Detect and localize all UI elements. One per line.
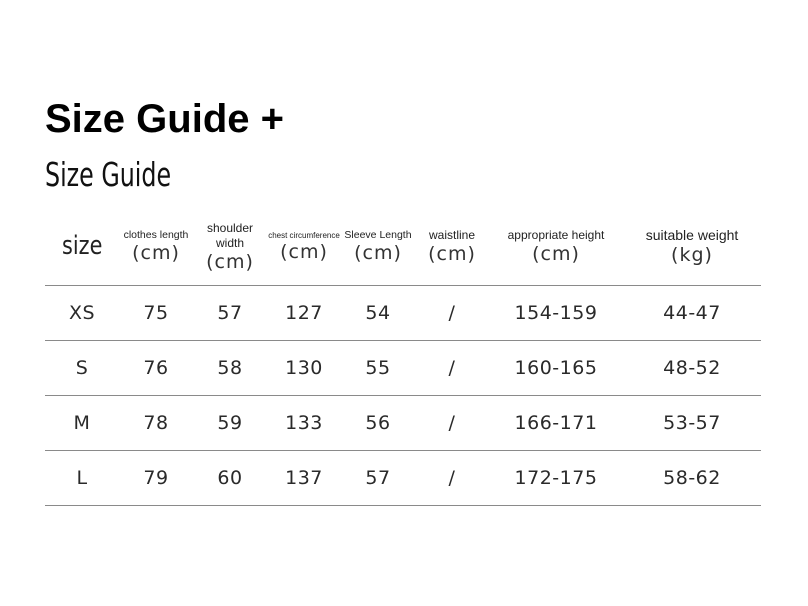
cell-sleeve-length: 55: [341, 341, 415, 396]
col-header-label: clothes length: [123, 228, 189, 241]
col-header-chest-circumference: [267, 208, 341, 286]
cell-waistline: /: [415, 451, 489, 506]
table-header-row: [45, 208, 761, 286]
cell-shoulder-width: 60: [193, 451, 267, 506]
page-title: Size Guide +: [45, 97, 284, 141]
cell-chest: 127: [267, 286, 341, 341]
col-header-unit: (cm): [354, 242, 402, 265]
col-header-label: appropriate height: [507, 228, 605, 242]
col-header-sleeve-length: [341, 208, 415, 286]
col-header-unit: (cm): [280, 240, 328, 263]
col-header-suitable-weight: [623, 208, 761, 286]
col-header-label: shoulder width: [206, 220, 254, 250]
col-header-label: chest circumference: [268, 230, 340, 240]
col-header-size: [45, 208, 119, 286]
cell-weight: 58-62: [623, 451, 761, 506]
cell-height: 154-159: [489, 286, 623, 341]
col-header-appropriate-height: [489, 208, 623, 286]
cell-chest: 130: [267, 341, 341, 396]
table-row: [45, 341, 761, 396]
cell-height: 160-165: [489, 341, 623, 396]
cell-weight: 53-57: [623, 396, 761, 451]
col-header-unit: (cm): [428, 243, 476, 265]
page-subtitle: Size Guide: [45, 155, 172, 194]
cell-clothes-length: 79: [119, 451, 193, 506]
cell-size: M: [45, 396, 119, 451]
cell-shoulder-width: 59: [193, 396, 267, 451]
cell-size: XS: [45, 286, 119, 341]
cell-size: S: [45, 341, 119, 396]
col-header-unit: (cm): [132, 242, 180, 265]
cell-weight: 48-52: [623, 341, 761, 396]
col-header-unit: (cm): [206, 250, 254, 273]
cell-sleeve-length: 54: [341, 286, 415, 341]
cell-waistline: /: [415, 396, 489, 451]
table-row: [45, 286, 761, 341]
cell-waistline: /: [415, 341, 489, 396]
col-header-clothes-length: [119, 208, 193, 286]
cell-height: 166-171: [489, 396, 623, 451]
cell-sleeve-length: 56: [341, 396, 415, 451]
cell-chest: 133: [267, 396, 341, 451]
col-header-waistline: [415, 208, 489, 286]
cell-size: L: [45, 451, 119, 506]
cell-shoulder-width: 57: [193, 286, 267, 341]
cell-clothes-length: 75: [119, 286, 193, 341]
col-header-label: suitable weight: [645, 226, 739, 243]
table-row: [45, 451, 761, 506]
cell-sleeve-length: 57: [341, 451, 415, 506]
cell-shoulder-width: 58: [193, 341, 267, 396]
col-header-unit: (kg): [671, 244, 713, 267]
cell-weight: 44-47: [623, 286, 761, 341]
table-row: [45, 396, 761, 451]
col-header-label: waistline: [428, 228, 476, 242]
cell-clothes-length: 78: [119, 396, 193, 451]
col-header-label: Sleeve Length: [344, 228, 412, 241]
cell-height: 172-175: [489, 451, 623, 506]
cell-clothes-length: 76: [119, 341, 193, 396]
col-header-unit: (cm): [532, 243, 580, 265]
size-table: [45, 208, 761, 506]
cell-chest: 137: [267, 451, 341, 506]
col-header-shoulder-width: [193, 208, 267, 286]
cell-waistline: /: [415, 286, 489, 341]
col-header-label: size: [61, 231, 103, 262]
